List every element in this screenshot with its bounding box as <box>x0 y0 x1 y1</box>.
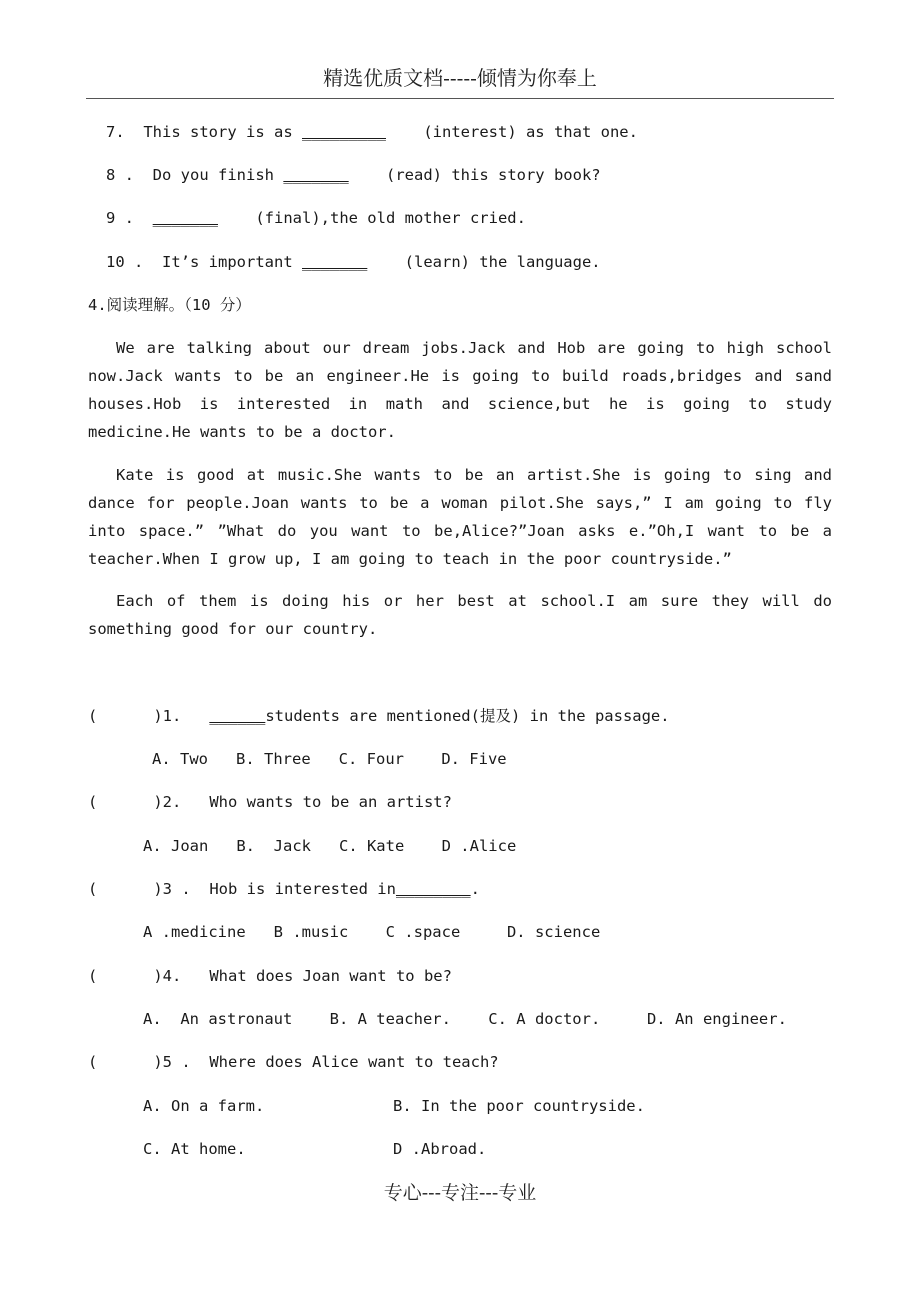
fill-item-10 <box>106 252 601 272</box>
option[interactable]: B. A teacher. <box>329 1010 451 1028</box>
answer-paren[interactable]: ( )5 . <box>88 1053 191 1071</box>
answer-blank[interactable]: _______ <box>302 253 368 271</box>
item-lead: This story is as <box>143 123 293 141</box>
answer-blank[interactable]: _______ <box>152 209 218 227</box>
item-number: 10 . <box>106 253 144 271</box>
question-stem: . <box>470 880 480 898</box>
answer-paren[interactable]: ( )3 . <box>88 880 191 898</box>
option[interactable]: C. Kate <box>338 837 405 855</box>
option[interactable]: B. Three <box>236 750 311 768</box>
fill-item-8 <box>106 165 601 185</box>
option[interactable]: A. Joan <box>143 837 209 855</box>
fill-item-9 <box>106 208 526 228</box>
option[interactable]: A. An astronaut <box>143 1010 293 1028</box>
question-5 <box>88 1052 499 1072</box>
item-hint: (final),the old mother cried. <box>255 209 526 227</box>
option[interactable]: D .Alice <box>441 837 517 855</box>
question-blank: ______ <box>209 707 266 725</box>
question-1 <box>88 706 670 726</box>
item-number: 8 . <box>106 166 134 184</box>
section-title: 4.阅读理解。（10 分） <box>88 296 251 314</box>
options-4 <box>143 1009 787 1029</box>
question-2 <box>88 792 452 812</box>
answer-blank[interactable]: _________ <box>302 123 386 141</box>
question-stem: What does Joan want to be? <box>209 967 452 985</box>
item-hint: (interest) as that one. <box>423 123 638 141</box>
item-lead: Do you finish <box>152 166 274 184</box>
option[interactable]: D. An engineer. <box>646 1010 787 1028</box>
option[interactable]: B .music <box>273 923 349 941</box>
item-hint: (learn) the language. <box>404 253 601 271</box>
answer-paren[interactable]: ( )2. <box>88 793 182 811</box>
question-3 <box>88 879 480 899</box>
option-5b[interactable]: B. In the poor countryside. <box>393 1097 645 1115</box>
answer-paren[interactable]: ( )4. <box>88 967 182 985</box>
option[interactable]: B. Jack <box>236 837 311 855</box>
answer-paren[interactable]: ( )1. <box>88 707 182 725</box>
item-number: 7. <box>106 123 125 141</box>
page-header: 精选优质文档-----倾情为你奉上 <box>323 66 597 90</box>
option-5a[interactable]: A. On a farm. <box>143 1097 265 1115</box>
option[interactable]: A. Two <box>152 750 208 768</box>
option[interactable]: D. Five <box>441 750 507 768</box>
option-5d[interactable]: D .Abroad. <box>393 1140 487 1158</box>
options-3 <box>143 922 600 942</box>
options-1 <box>152 749 507 769</box>
option-5c[interactable]: C. At home. <box>143 1140 246 1158</box>
header-rule <box>86 98 834 99</box>
answer-blank[interactable]: _______ <box>283 166 349 184</box>
item-lead: It’s important <box>162 253 293 271</box>
options-2 <box>143 836 516 856</box>
item-number: 9 . <box>106 209 134 227</box>
passage-paragraph-3: Each of them is doing his or her best at school.I am sure they will do something good for our country. <box>88 592 832 638</box>
question-stem-pre: Hob is interested in <box>209 880 396 898</box>
option[interactable]: D. science <box>506 923 601 941</box>
item-hint: (read) this story book? <box>386 166 601 184</box>
question-4 <box>88 966 452 986</box>
passage-paragraph-1: We are talking about our dream jobs.Jack and Hob are going to high school now.Jack wants to be an engineer.He is going to build roads,bridges and sand houses.Hob is interested in math and science,but he is going to study medicine.He wants to be a doctor. <box>88 339 832 441</box>
question-stem: Who wants to be an artist? <box>209 793 452 811</box>
passage-paragraph-2: Kate is good at music.She wants to be an artist.She is going to sing and dance for people.Joan wants to be a woman pilot.She says,” I am going to fly into space.” ”What do you want to be,Alice?”Joan asks e.”Oh,I want to be a teacher.When I grow up, I am going to teach in the poor countryside.” <box>88 466 832 568</box>
question-stem: students are mentioned(提及) in the passage. <box>265 707 670 725</box>
option[interactable]: C. Four <box>338 750 404 768</box>
option[interactable]: C. A doctor. <box>488 1010 601 1028</box>
option[interactable]: A .medicine <box>143 923 246 941</box>
question-blank: ________ <box>395 880 471 898</box>
page-footer: 专心---专注---专业 <box>383 1182 537 1204</box>
fill-item-7 <box>106 122 638 142</box>
option[interactable]: C .space <box>385 923 461 941</box>
question-stem: Where does Alice want to teach? <box>209 1053 499 1071</box>
